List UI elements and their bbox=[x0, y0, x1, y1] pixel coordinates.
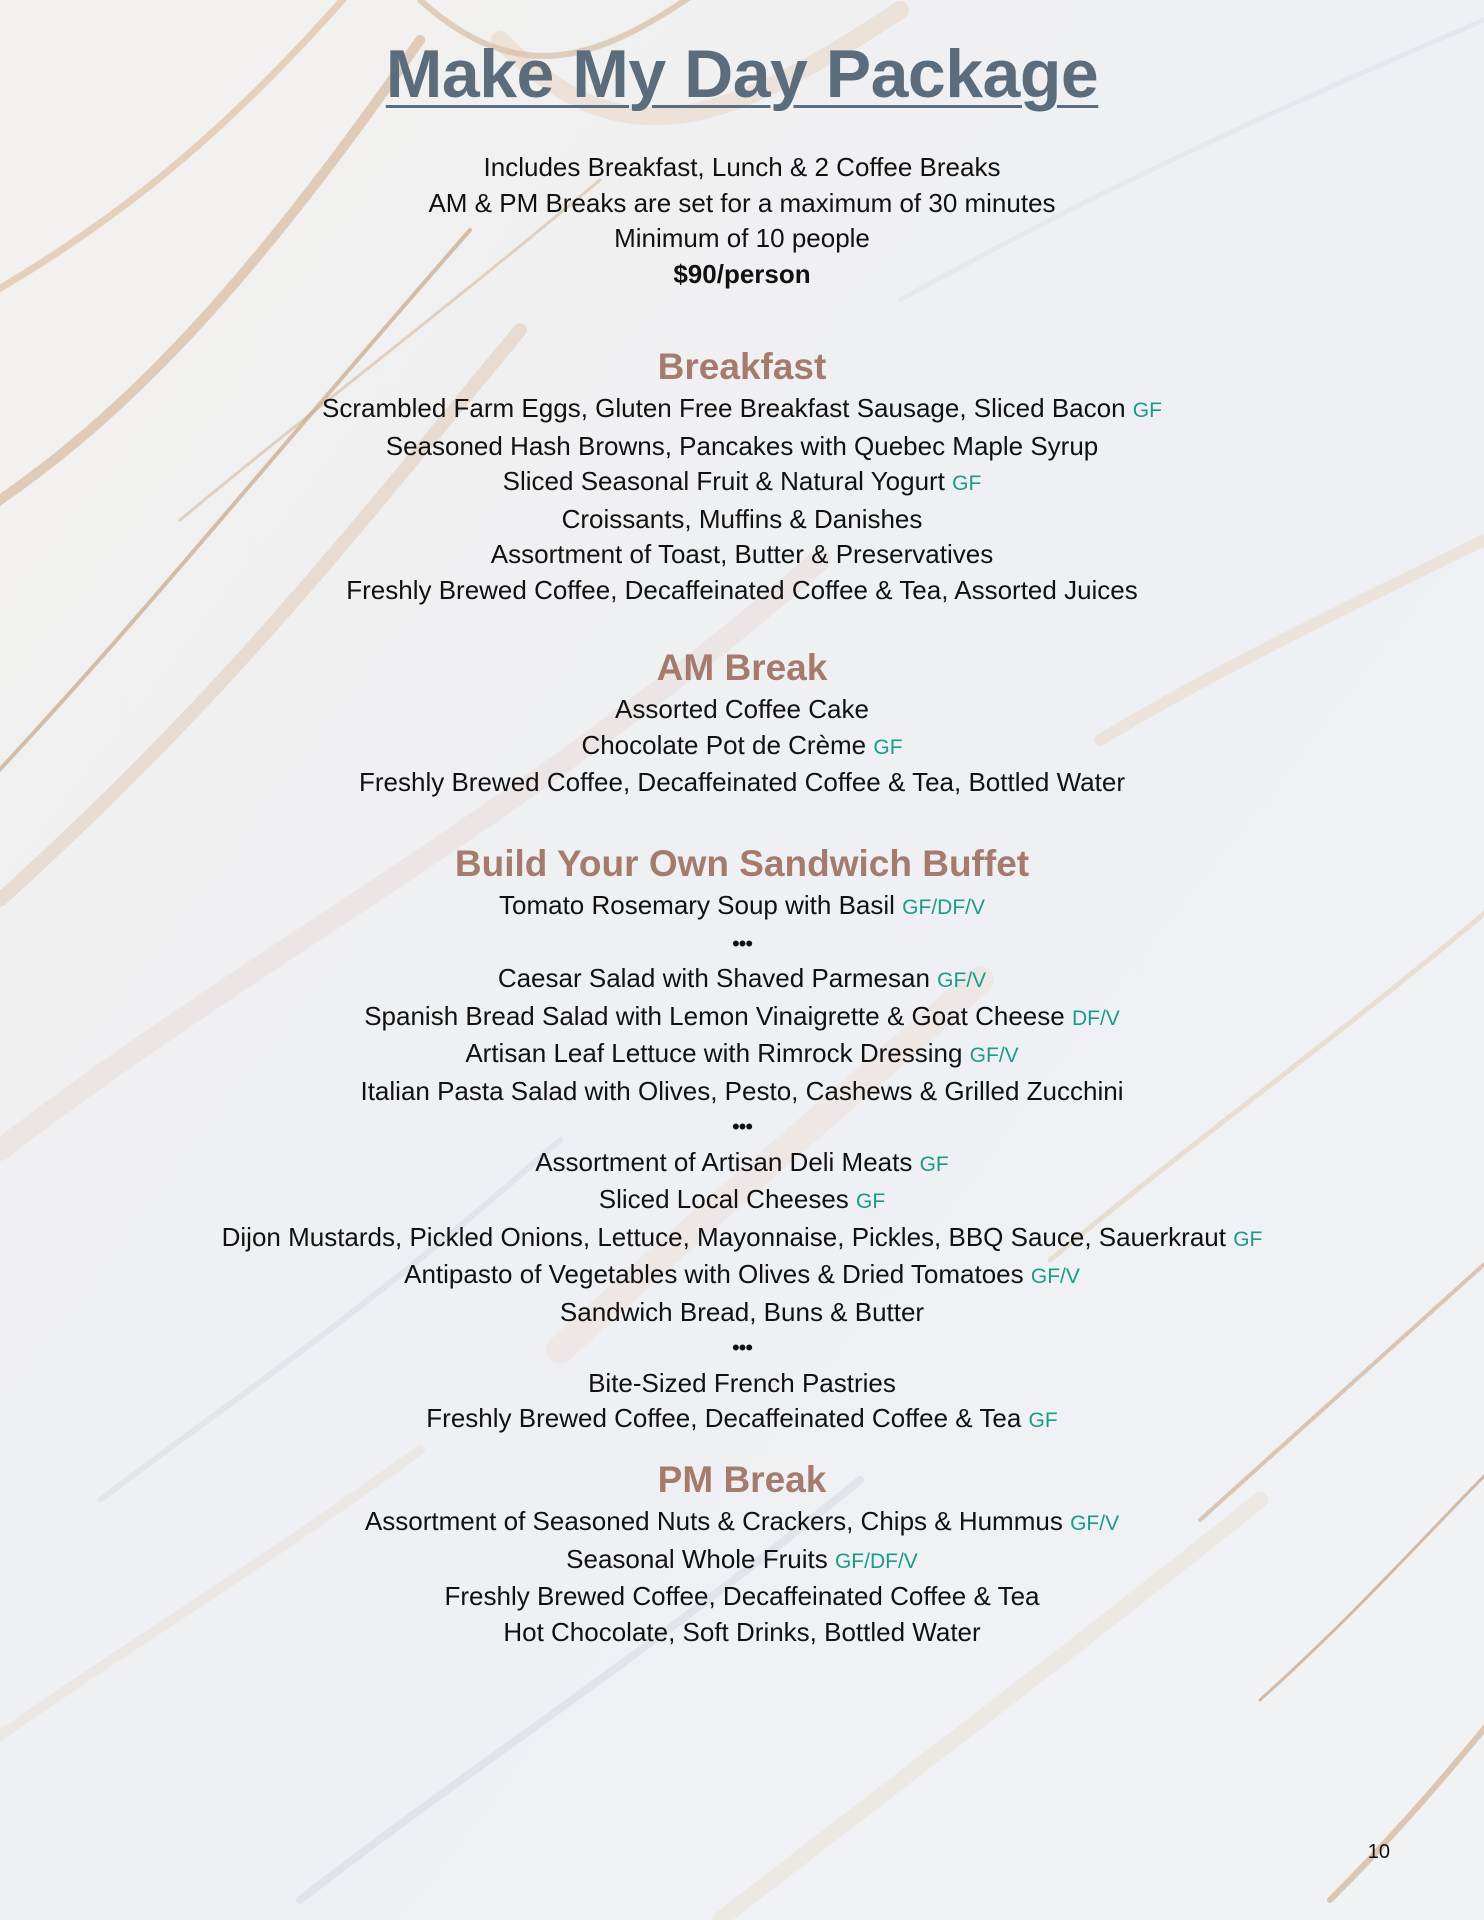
dietary-tag: GF bbox=[856, 1190, 886, 1213]
separator-dots: ••• bbox=[731, 1335, 753, 1360]
dietary-tag: GF/V bbox=[969, 1044, 1019, 1067]
section-breakfast bbox=[0, 345, 1484, 608]
menu-item: Assortment of Toast, Butter & Preservatives bbox=[490, 539, 994, 569]
menu-item: Hot Chocolate, Soft Drinks, Bottled Water bbox=[503, 1616, 981, 1647]
section-am-break bbox=[0, 646, 1484, 801]
separator-dots: ••• bbox=[731, 1114, 753, 1139]
package-intro bbox=[0, 150, 1484, 292]
dietary-tag: DF/V bbox=[1071, 1006, 1120, 1030]
menu-item: Freshly Brewed Coffee, Decaffeinated Coffee & Tea, Bottled Water bbox=[359, 767, 1125, 797]
menu-item: Assortment of Artisan Deli Meats GF bbox=[535, 1146, 949, 1177]
separator-dots: ••• bbox=[731, 930, 753, 956]
intro-line: Includes Breakfast, Lunch & 2 Coffee Breaks bbox=[483, 152, 1001, 182]
price: $90/person bbox=[673, 258, 811, 289]
dietary-tag: GF/DF/V bbox=[902, 896, 986, 919]
menu-item: Artisan Leaf Lettuce with Rimrock Dressing GF/V bbox=[465, 1038, 1019, 1068]
dietary-tag: GF bbox=[952, 472, 982, 495]
section-heading: PM Break bbox=[657, 1459, 827, 1500]
menu-item: Antipasto of Vegetables with Olives & Dried Tomatoes GF/V bbox=[404, 1259, 1080, 1289]
menu-item: Sandwich Bread, Buns & Butter bbox=[559, 1296, 925, 1327]
menu-item: Seasonal Whole Fruits GF/DF/V bbox=[566, 1543, 918, 1574]
section-sandwich-buffet bbox=[0, 842, 1484, 1439]
dietary-tag: GF bbox=[1132, 399, 1162, 422]
dietary-tag: GF bbox=[873, 735, 903, 759]
menu-item: Caesar Salad with Shaved Parmesan GF/V bbox=[497, 963, 987, 993]
menu-item: Freshly Brewed Coffee, Decaffeinated Coffee & Tea bbox=[444, 1581, 1040, 1611]
section-pm-break bbox=[0, 1458, 1484, 1650]
dietary-tag: GF/V bbox=[937, 969, 987, 992]
section-heading: Breakfast bbox=[657, 346, 827, 387]
dietary-tag: GF/V bbox=[1070, 1512, 1120, 1535]
menu-item: Sliced Local Cheeses GF bbox=[598, 1184, 886, 1214]
section-heading: AM Break bbox=[656, 647, 828, 688]
menu-item: Bite-Sized French Pastries bbox=[588, 1367, 896, 1398]
intro-line: AM & PM Breaks are set for a maximum of 30 minutes bbox=[428, 187, 1056, 218]
menu-item: Spanish Bread Salad with Lemon Vinaigrette & Goat Cheese DF/V bbox=[364, 1000, 1120, 1031]
dietary-tag: GF bbox=[1028, 1409, 1058, 1432]
dietary-tag: GF bbox=[1233, 1227, 1263, 1251]
menu-item: Italian Pasta Salad with Olives, Pesto, Cashews & Grilled Zucchini bbox=[360, 1075, 1124, 1106]
menu-item: Freshly Brewed Coffee, Decaffeinated Coffee & Tea, Assorted Juices bbox=[346, 574, 1138, 605]
dietary-tag: GF bbox=[919, 1152, 949, 1176]
menu-item: Seasoned Hash Browns, Pancakes with Quebec Maple Syrup bbox=[385, 430, 1099, 461]
menu-item: Croissants, Muffins & Danishes bbox=[561, 503, 923, 534]
menu-item: Scrambled Farm Eggs, Gluten Free Breakfast Sausage, Sliced Bacon GF bbox=[322, 393, 1162, 423]
menu-item: Tomato Rosemary Soup with Basil GF/DF/V bbox=[498, 890, 986, 920]
page-number: 10 bbox=[1367, 1841, 1390, 1863]
page-title: Make My Day Package bbox=[385, 36, 1099, 112]
dietary-tag: GF/V bbox=[1030, 1265, 1080, 1288]
menu-item: Assorted Coffee Cake bbox=[615, 694, 869, 724]
menu-item: Sliced Seasonal Fruit & Natural Yogurt GF bbox=[502, 466, 982, 496]
menu-item: Chocolate Pot de Crème GF bbox=[581, 729, 903, 760]
menu-item: Assortment of Seasoned Nuts & Crackers, Chips & Hummus GF/V bbox=[364, 1506, 1120, 1536]
menu-item: Freshly Brewed Coffee, Decaffeinated Coffee & Tea GF bbox=[426, 1403, 1058, 1433]
section-heading: Build Your Own Sandwich Buffet bbox=[454, 843, 1030, 884]
intro-line: Minimum of 10 people bbox=[614, 223, 870, 253]
dietary-tag: GF/DF/V bbox=[834, 1549, 918, 1573]
menu-item: Dijon Mustards, Pickled Onions, Lettuce, Mayonnaise, Pickles, BBQ Sauce, Sauerkraut GF bbox=[221, 1221, 1263, 1252]
